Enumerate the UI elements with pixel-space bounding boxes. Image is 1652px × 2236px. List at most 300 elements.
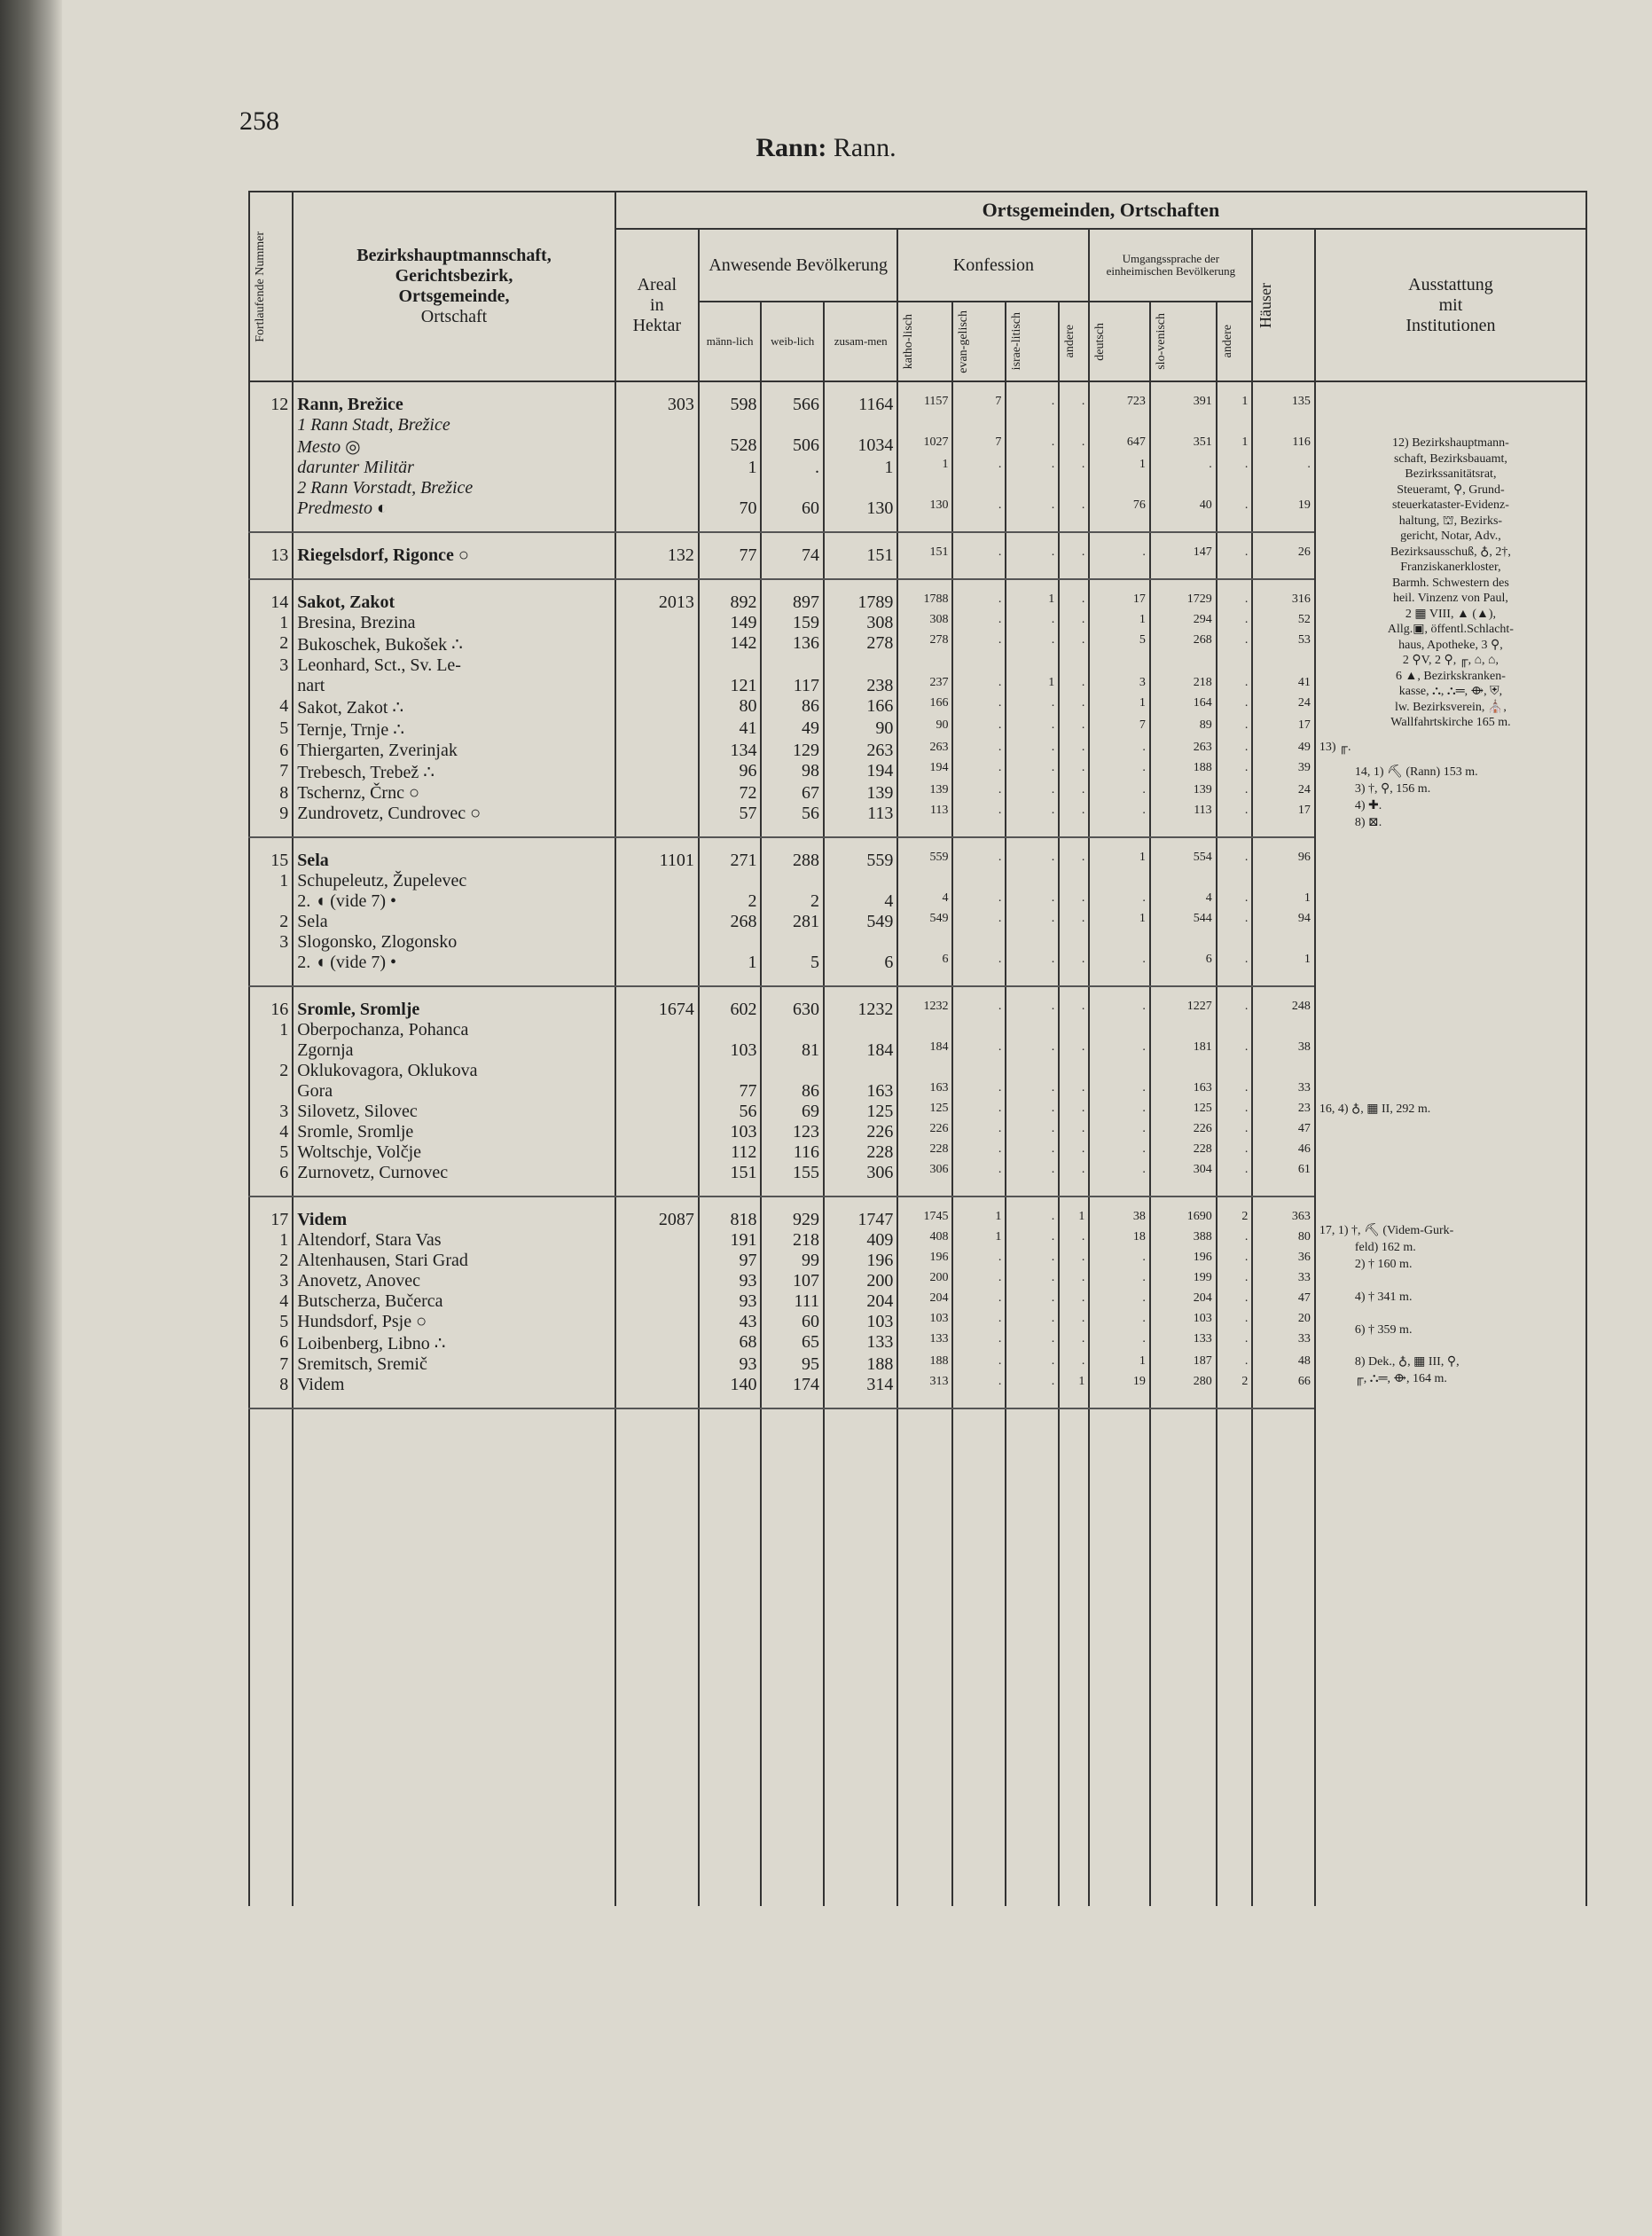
israelite-cell: . (1006, 1354, 1059, 1375)
col-german: deutsch (1089, 302, 1149, 381)
female-cell: 174 (761, 1375, 824, 1408)
evangelical-cell: 7 (952, 381, 1006, 415)
female-cell: 99 (761, 1251, 824, 1271)
name-cell: Woltschje, Volčje (293, 1142, 615, 1163)
other-language-cell: . (1217, 986, 1253, 1020)
male-cell: 77 (699, 532, 762, 579)
houses-cell: 47 (1252, 1122, 1315, 1142)
german-cell: 1 (1089, 458, 1149, 478)
houses-cell: . (1252, 458, 1315, 478)
catholic-cell (897, 932, 952, 953)
catholic-cell: 6 (897, 953, 952, 986)
german-cell (1089, 1020, 1149, 1040)
german-cell: . (1089, 1142, 1149, 1163)
other-language-cell: . (1217, 498, 1253, 532)
female-cell: 69 (761, 1102, 824, 1122)
german-cell: 18 (1089, 1230, 1149, 1251)
total-cell: 1 (824, 458, 897, 478)
catholic-cell: 278 (897, 633, 952, 655)
catholic-cell: 196 (897, 1251, 952, 1271)
empty-cell (1150, 1408, 1217, 1906)
area-cell (615, 498, 699, 532)
total-cell: 125 (824, 1102, 897, 1122)
area-cell: 303 (615, 381, 699, 415)
name-cell: darunter Militär (293, 458, 615, 478)
houses-cell (1252, 478, 1315, 498)
male-cell: 112 (699, 1142, 762, 1163)
slovenian-cell: 280 (1150, 1375, 1217, 1408)
german-cell: . (1089, 1040, 1149, 1061)
area-cell: 1674 (615, 986, 699, 1020)
houses-cell: 46 (1252, 1142, 1315, 1163)
nr-cell: 3 (249, 1271, 293, 1291)
male-cell (699, 415, 762, 435)
slovenian-cell: 147 (1150, 532, 1217, 579)
area-cell (615, 696, 699, 718)
nr-cell (249, 1081, 293, 1102)
name-cell: nart (293, 676, 615, 696)
col-evangelical: evan-gelisch (952, 302, 1006, 381)
evangelical-cell: . (952, 1332, 1006, 1354)
other-language-cell: 1 (1217, 435, 1253, 458)
other-confession-cell: . (1059, 1312, 1089, 1332)
evangelical-cell: . (952, 986, 1006, 1020)
other-language-cell: . (1217, 1354, 1253, 1375)
col-israelite: israe-litisch (1006, 302, 1059, 381)
nr-cell (249, 498, 293, 532)
male-cell: 68 (699, 1332, 762, 1354)
institution-line: schaft, Bezirksbauamt, (1393, 451, 1507, 466)
slovenian-cell: 204 (1150, 1291, 1217, 1312)
other-confession-cell: . (1059, 435, 1089, 458)
israelite-cell: . (1006, 1040, 1059, 1061)
houses-cell: 248 (1252, 986, 1315, 1020)
total-cell: 1747 (824, 1196, 897, 1230)
area-cell (615, 1291, 699, 1312)
female-cell: 60 (761, 498, 824, 532)
nr-cell: 9 (249, 804, 293, 837)
german-cell: 647 (1089, 435, 1149, 458)
other-confession-cell: . (1059, 1251, 1089, 1271)
other-language-cell (1217, 655, 1253, 676)
houses-cell: 116 (1252, 435, 1315, 458)
institution-line: feld) 162 m. (1354, 1240, 1416, 1254)
name-cell: Bresina, Brezina (293, 613, 615, 633)
houses-cell (1252, 871, 1315, 891)
male-cell: 140 (699, 1375, 762, 1408)
male-cell: 103 (699, 1040, 762, 1061)
nr-cell: 5 (249, 718, 293, 741)
israelite-cell: . (1006, 381, 1059, 415)
israelite-cell (1006, 932, 1059, 953)
nr-cell: 4 (249, 1122, 293, 1142)
female-cell: 897 (761, 579, 824, 613)
female-cell (761, 1020, 824, 1040)
houses-cell: 17 (1252, 718, 1315, 741)
male-cell: 93 (699, 1271, 762, 1291)
other-language-cell: . (1217, 579, 1253, 613)
other-language-cell: . (1217, 953, 1253, 986)
german-cell: . (1089, 804, 1149, 837)
name-cell: Sakot, Zakot (293, 579, 615, 613)
area-cell (615, 1142, 699, 1163)
israelite-cell: . (1006, 891, 1059, 912)
evangelical-cell: . (952, 696, 1006, 718)
area-cell (615, 1081, 699, 1102)
female-cell: 86 (761, 696, 824, 718)
male-cell: 149 (699, 613, 762, 633)
israelite-cell: . (1006, 1230, 1059, 1251)
other-confession-cell: . (1059, 804, 1089, 837)
area-cell (615, 1122, 699, 1142)
german-cell: 1 (1089, 696, 1149, 718)
other-confession-cell: . (1059, 458, 1089, 478)
name-cell: Ternje, Trnje ∴ (293, 718, 615, 741)
german-cell: 3 (1089, 676, 1149, 696)
male-cell: 121 (699, 676, 762, 696)
female-cell: 506 (761, 435, 824, 458)
institution-line: Barmh. Schwestern des (1392, 576, 1509, 590)
name-cell: Predmesto ◐ (293, 498, 615, 532)
israelite-cell: . (1006, 804, 1059, 837)
nr-cell: 12 (249, 381, 293, 415)
german-cell: 1 (1089, 837, 1149, 871)
female-cell (761, 871, 824, 891)
total-cell (824, 1020, 897, 1040)
area-cell (615, 1020, 699, 1040)
female-cell: 566 (761, 381, 824, 415)
israelite-cell: . (1006, 458, 1059, 478)
catholic-cell: 549 (897, 912, 952, 932)
area-cell (615, 1332, 699, 1354)
name-cell: Oklukovagora, Oklukova (293, 1061, 615, 1081)
other-confession-cell: 1 (1059, 1375, 1089, 1408)
other-language-cell: . (1217, 891, 1253, 912)
name-cell: Mesto ◎ (293, 435, 615, 458)
other-language-cell: . (1217, 912, 1253, 932)
catholic-cell: 200 (897, 1271, 952, 1291)
german-cell: . (1089, 1102, 1149, 1122)
institution-line: steuerkataster-Evidenz- (1392, 498, 1509, 512)
catholic-cell: 133 (897, 1332, 952, 1354)
catholic-cell: 313 (897, 1375, 952, 1408)
name-cell: 1 Rann Stadt, Brežice (293, 415, 615, 435)
catholic-cell (897, 655, 952, 676)
area-cell: 132 (615, 532, 699, 579)
nr-cell: 8 (249, 783, 293, 804)
institution-line: 14, 1) ⛏ (Rann) 153 m. (1354, 765, 1478, 780)
evangelical-cell: . (952, 1291, 1006, 1312)
other-confession-cell (1059, 1061, 1089, 1081)
slovenian-cell: 388 (1150, 1230, 1217, 1251)
slovenian-cell: 113 (1150, 804, 1217, 837)
institution-line: 13) ╓. (1319, 740, 1351, 754)
total-cell: 151 (824, 532, 897, 579)
male-cell: 77 (699, 1081, 762, 1102)
total-cell: 130 (824, 498, 897, 532)
slovenian-cell: 196 (1150, 1251, 1217, 1271)
catholic-cell: 306 (897, 1163, 952, 1196)
total-cell: 226 (824, 1122, 897, 1142)
name-cell: Zurnovetz, Curnovec (293, 1163, 615, 1196)
houses-cell (1252, 1020, 1315, 1040)
area-cell (615, 1354, 699, 1375)
area-cell (615, 1312, 699, 1332)
nr-cell: 8 (249, 1375, 293, 1408)
houses-cell: 33 (1252, 1332, 1315, 1354)
table-row (249, 381, 1586, 415)
german-cell (1089, 932, 1149, 953)
evangelical-cell: . (952, 498, 1006, 532)
page-number: 258 (239, 106, 279, 136)
catholic-cell: 125 (897, 1102, 952, 1122)
other-confession-cell: . (1059, 986, 1089, 1020)
female-cell: 56 (761, 804, 824, 837)
israelite-cell (1006, 871, 1059, 891)
other-confession-cell (1059, 415, 1089, 435)
catholic-cell: 559 (897, 837, 952, 871)
catholic-cell: 194 (897, 761, 952, 783)
name-cell: Gora (293, 1081, 615, 1102)
institution-line: 6) † 359 m. (1354, 1322, 1413, 1337)
other-language-cell (1217, 1020, 1253, 1040)
other-language-cell: 2 (1217, 1375, 1253, 1408)
nr-cell: 5 (249, 1312, 293, 1332)
slovenian-cell: 163 (1150, 1081, 1217, 1102)
male-cell: 142 (699, 633, 762, 655)
evangelical-cell: . (952, 633, 1006, 655)
nr-cell (249, 891, 293, 912)
female-cell: 86 (761, 1081, 824, 1102)
other-confession-cell (1059, 932, 1089, 953)
houses-cell: 38 (1252, 1040, 1315, 1061)
german-cell: 723 (1089, 381, 1149, 415)
institution-line: 6 ▲, Bezirkskranken- (1396, 669, 1506, 683)
nr-cell: 5 (249, 1142, 293, 1163)
slovenian-cell: 188 (1150, 761, 1217, 783)
german-cell: . (1089, 761, 1149, 783)
german-cell: . (1089, 1332, 1149, 1354)
slovenian-cell: 263 (1150, 741, 1217, 761)
name-cell: Sela (293, 912, 615, 932)
area-cell (615, 1230, 699, 1251)
other-language-cell: 1 (1217, 381, 1253, 415)
total-cell: 6 (824, 953, 897, 986)
german-cell: . (1089, 986, 1149, 1020)
institution-line: 8) ⊠. (1354, 816, 1382, 830)
german-cell: . (1089, 953, 1149, 986)
female-cell: 155 (761, 1163, 824, 1196)
total-cell: 200 (824, 1271, 897, 1291)
nr-cell: 2 (249, 1251, 293, 1271)
total-cell: 549 (824, 912, 897, 932)
evangelical-cell: . (952, 1122, 1006, 1142)
group-header: Ortsgemeinden, Ortschaften (615, 192, 1586, 229)
book-binding-edge (0, 0, 62, 2236)
german-cell (1089, 655, 1149, 676)
other-language-cell (1217, 871, 1253, 891)
houses-cell: 24 (1252, 783, 1315, 804)
houses-cell: 26 (1252, 532, 1315, 579)
catholic-cell: 188 (897, 1354, 952, 1375)
area-cell: 1101 (615, 837, 699, 871)
houses-cell: 36 (1252, 1251, 1315, 1271)
nr-cell: 2 (249, 912, 293, 932)
total-cell: 1164 (824, 381, 897, 415)
empty-cell (1252, 1408, 1315, 1906)
col-other-language: andere (1217, 302, 1253, 381)
evangelical-cell: 1 (952, 1230, 1006, 1251)
evangelical-cell: . (952, 1312, 1006, 1332)
houses-cell: 53 (1252, 633, 1315, 655)
evangelical-cell: 7 (952, 435, 1006, 458)
slovenian-cell (1150, 871, 1217, 891)
area-cell (615, 761, 699, 783)
israelite-cell: . (1006, 1271, 1059, 1291)
other-confession-cell: . (1059, 1102, 1089, 1122)
houses-cell: 66 (1252, 1375, 1315, 1408)
area-cell (615, 718, 699, 741)
name-cell: Bukoschek, Bukošek ∴ (293, 633, 615, 655)
other-confession-cell: . (1059, 1040, 1089, 1061)
total-cell: 184 (824, 1040, 897, 1061)
total-cell: 238 (824, 676, 897, 696)
institution-line: 4) † 341 m. (1354, 1290, 1413, 1304)
female-cell: 929 (761, 1196, 824, 1230)
female-cell: 49 (761, 718, 824, 741)
evangelical-cell: . (952, 1271, 1006, 1291)
male-cell (699, 655, 762, 676)
evangelical-cell: . (952, 1102, 1006, 1122)
area-cell (615, 1102, 699, 1122)
female-cell: 136 (761, 633, 824, 655)
israelite-cell: . (1006, 1291, 1059, 1312)
other-language-cell: 2 (1217, 1196, 1253, 1230)
institution-line: 8) Dek., ♁, ▦ III, ⚲, (1354, 1355, 1460, 1369)
empty-cell (1089, 1408, 1149, 1906)
other-language-cell: . (1217, 1102, 1253, 1122)
male-cell: 134 (699, 741, 762, 761)
israelite-cell (1006, 1020, 1059, 1040)
slovenian-cell (1150, 1061, 1217, 1081)
nr-cell (249, 478, 293, 498)
name-cell: Rann, Brežice (293, 381, 615, 415)
other-confession-cell: . (1059, 1163, 1089, 1196)
other-language-cell: . (1217, 458, 1253, 478)
other-confession-cell: . (1059, 912, 1089, 932)
total-cell: 1034 (824, 435, 897, 458)
total-cell: 314 (824, 1375, 897, 1408)
catholic-cell: 1157 (897, 381, 952, 415)
other-language-cell (1217, 1061, 1253, 1081)
name-cell: Riegelsdorf, Rigonce ○ (293, 532, 615, 579)
israelite-cell (1006, 655, 1059, 676)
german-cell: . (1089, 1251, 1149, 1271)
other-language-cell: . (1217, 613, 1253, 633)
total-cell: 306 (824, 1163, 897, 1196)
german-cell: . (1089, 891, 1149, 912)
israelite-cell: . (1006, 718, 1059, 741)
catholic-cell: 163 (897, 1081, 952, 1102)
col-running-number: Fortlaufende Nummer (249, 192, 293, 381)
name-cell: Sela (293, 837, 615, 871)
other-language-cell: . (1217, 718, 1253, 741)
name-cell: Loibenberg, Libno ∴ (293, 1332, 615, 1354)
institution-line: 12) Bezirkshauptmann- (1392, 436, 1509, 450)
name-cell: Altenhausen, Stari Grad (293, 1251, 615, 1271)
other-confession-cell: . (1059, 613, 1089, 633)
other-language-cell: . (1217, 1040, 1253, 1061)
catholic-cell: 1232 (897, 986, 952, 1020)
other-language-cell: . (1217, 1163, 1253, 1196)
houses-cell: 80 (1252, 1230, 1315, 1251)
empty-cell (1217, 1408, 1253, 1906)
total-cell: 163 (824, 1081, 897, 1102)
evangelical-cell: . (952, 1354, 1006, 1375)
other-language-cell: . (1217, 804, 1253, 837)
other-language-cell: . (1217, 1122, 1253, 1142)
german-cell: 7 (1089, 718, 1149, 741)
other-confession-cell: . (1059, 696, 1089, 718)
slovenian-cell: 1690 (1150, 1196, 1217, 1230)
slovenian-cell: 6 (1150, 953, 1217, 986)
female-cell: 111 (761, 1291, 824, 1312)
evangelical-cell: . (952, 761, 1006, 783)
nr-cell (249, 676, 293, 696)
nr-cell: 15 (249, 837, 293, 871)
male-cell: 528 (699, 435, 762, 458)
other-confession-cell: 1 (1059, 1196, 1089, 1230)
houses-cell: 20 (1252, 1312, 1315, 1332)
area-cell (615, 1061, 699, 1081)
catholic-cell: 113 (897, 804, 952, 837)
other-language-cell: . (1217, 696, 1253, 718)
other-confession-cell: . (1059, 676, 1089, 696)
houses-cell: 1 (1252, 891, 1315, 912)
houses-cell: 49 (1252, 741, 1315, 761)
institution-line: Wallfahrtskirche 165 m. (1390, 716, 1511, 729)
male-cell: 56 (699, 1102, 762, 1122)
male-cell (699, 1020, 762, 1040)
catholic-cell: 1027 (897, 435, 952, 458)
catholic-cell: 1745 (897, 1196, 952, 1230)
institution-line: lw. Bezirksverein, ⛪, (1395, 700, 1507, 714)
female-cell: 107 (761, 1271, 824, 1291)
area-cell (615, 932, 699, 953)
total-cell: 113 (824, 804, 897, 837)
male-cell: 43 (699, 1312, 762, 1332)
institutions-cell (1315, 381, 1586, 986)
total-cell (824, 932, 897, 953)
israelite-cell: . (1006, 783, 1059, 804)
area-cell (615, 804, 699, 837)
institution-line: Steueramt, ⚲, Grund- (1397, 483, 1505, 497)
male-cell: 72 (699, 783, 762, 804)
nr-cell (249, 435, 293, 458)
other-confession-cell: . (1059, 1354, 1089, 1375)
nr-cell (249, 458, 293, 478)
area-cell (615, 415, 699, 435)
german-cell: 1 (1089, 912, 1149, 932)
houses-cell: 39 (1252, 761, 1315, 783)
other-confession-cell: . (1059, 891, 1089, 912)
slovenian-cell: 1227 (1150, 986, 1217, 1020)
evangelical-cell (952, 871, 1006, 891)
page-title: Rann: Rann. (756, 133, 896, 162)
houses-cell: 47 (1252, 1291, 1315, 1312)
total-cell: 90 (824, 718, 897, 741)
male-cell: 598 (699, 381, 762, 415)
